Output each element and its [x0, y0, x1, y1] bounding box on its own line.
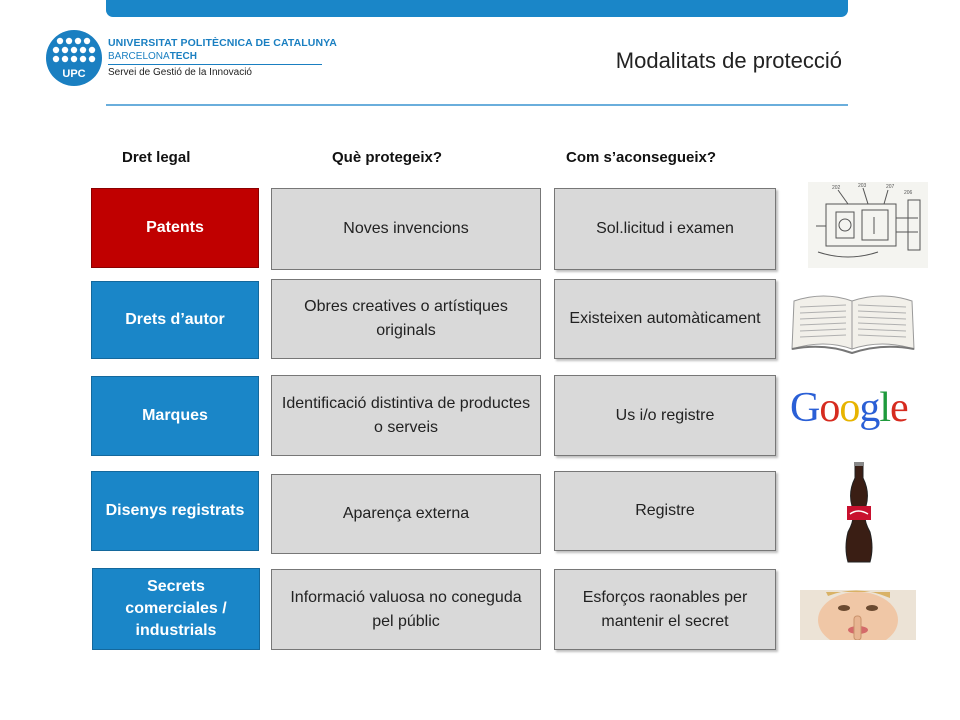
how-box-copyright: Existeixen automàticament — [554, 279, 776, 359]
service-name: Servei de Gestió de la Innovació — [108, 67, 252, 78]
svg-text:207: 207 — [886, 184, 895, 190]
type-box-patents: Patents — [91, 188, 259, 268]
svg-text:202: 202 — [832, 185, 841, 191]
what-box-trademarks: Identificació distintiva de productes o serveis — [271, 375, 541, 456]
coca-cola-bottle-icon — [842, 462, 876, 564]
column-header-what: Què protegeix? — [332, 149, 443, 166]
column-header-how: Com s’aconsegueix? — [566, 149, 717, 166]
logo-text: UPC — [62, 68, 86, 80]
what-box-designs: Aparença externa — [271, 474, 541, 554]
svg-text:206: 206 — [904, 190, 913, 196]
open-book-icon — [788, 285, 918, 355]
google-logo-icon: Google — [790, 385, 908, 431]
brand-part-a: BARCELONA — [108, 51, 170, 62]
brand-part-b: TECH — [169, 51, 197, 62]
university-name: UNIVERSITAT POLITÈCNICA DE CATALUNYA — [108, 37, 337, 49]
secret-gesture-icon — [800, 590, 916, 640]
type-box-designs: Disenys registrats — [91, 471, 259, 551]
upc-logo-icon — [46, 30, 102, 86]
type-box-trademarks: Marques — [91, 376, 259, 456]
column-header-legal-right: Dret legal — [122, 149, 191, 166]
what-box-patents: Noves invencions — [271, 188, 541, 270]
how-box-trademarks: Us i/o registre — [554, 375, 776, 456]
what-box-copyright: Obres creatives o artístiques originals — [271, 279, 541, 359]
type-box-trade-secrets: Secrets comerciales / industrials — [92, 568, 260, 650]
patent-drawing-icon — [808, 182, 928, 268]
svg-text:203: 203 — [858, 183, 867, 189]
header-rule — [106, 104, 848, 106]
what-box-trade-secrets: Informació valuosa no coneguda pel públic — [271, 569, 541, 650]
top-banner — [106, 0, 848, 17]
logo-divider — [108, 64, 322, 65]
type-box-copyright: Drets d’autor — [91, 281, 259, 359]
how-box-designs: Registre — [554, 471, 776, 551]
page-title: Modalitats de protecció — [615, 48, 842, 73]
how-box-patents: Sol.licitud i examen — [554, 188, 776, 270]
university-brand — [108, 51, 197, 62]
how-box-trade-secrets: Esforços raonables per mantenir el secret — [554, 569, 776, 650]
